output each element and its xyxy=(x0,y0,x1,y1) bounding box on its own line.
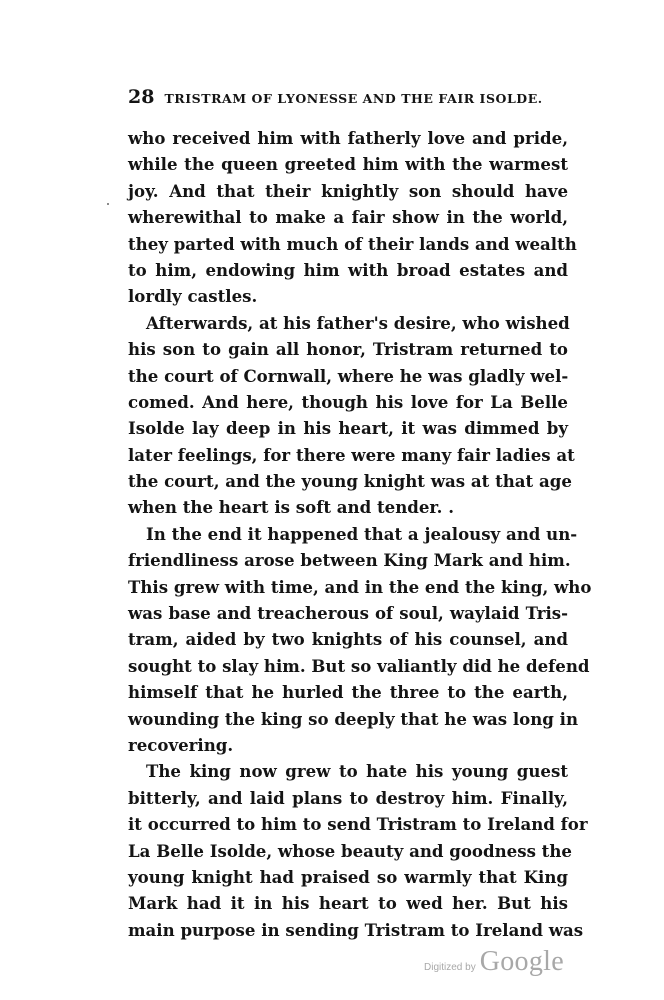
print-speck xyxy=(107,203,109,205)
text-line: La Belle Isolde, whose beauty and goodness the xyxy=(128,840,572,861)
text-line: sought to slay him. But so valiantly did he defend xyxy=(128,655,590,676)
text-line: it occurred to him to send Tristram to Ireland for xyxy=(128,814,588,835)
digitized-watermark xyxy=(424,946,564,978)
text-line: Mark had it in his heart to wed her. But his xyxy=(128,893,568,914)
text-line: who received him with fatherly love and pride, xyxy=(128,128,568,148)
google-logo: Google xyxy=(479,946,564,977)
paragraph xyxy=(128,310,575,521)
text-line: the court, and the young knight was at that age xyxy=(128,471,572,492)
text-line: tram, aided by two knights of his counsel, and xyxy=(128,629,568,650)
text-line: young knight had praised so warmly that King xyxy=(128,866,568,887)
text-line: joy. And that their knightly son should have xyxy=(128,180,568,201)
text-line: friendliness arose between King Mark and him. xyxy=(128,550,571,571)
running-title: TRISTRAM OF LYONESSE AND THE FAIR ISOLDE. xyxy=(164,91,543,106)
paragraph xyxy=(128,521,592,759)
text-line: was base and treacherous of soul, waylaid Tris- xyxy=(128,603,568,624)
text-line: The king now grew to hate his young guest xyxy=(146,761,568,782)
text-line: his son to gain all honor, Tristram returned to xyxy=(128,339,568,360)
paragraph xyxy=(128,758,588,943)
text-line: This grew with time, and in the end the king, who xyxy=(128,576,592,597)
page-number: 28 xyxy=(128,86,155,108)
text-line: himself that he hurled the three to the earth, xyxy=(128,682,568,703)
text-line: the court of Cornwall, where he was gladly wel- xyxy=(128,365,569,386)
text-line: main purpose in sending Tristram to Ireland was xyxy=(128,919,584,940)
running-header xyxy=(128,86,568,112)
text-line: comed. And here, though his love for La Belle xyxy=(128,391,568,412)
text-line: they parted with much of their lands and wealth xyxy=(128,233,577,254)
text-line: wounding the king so deeply that he was long in xyxy=(128,708,579,729)
body-text xyxy=(128,125,592,943)
text-line: wherewithal to make a fair show in the world, xyxy=(128,207,568,228)
text-line: to him, endowing him with broad estates and xyxy=(128,259,568,280)
text-line: when the heart is soft and tender. . xyxy=(128,497,454,518)
paragraph xyxy=(128,125,577,310)
text-line: In the end it happened that a jealousy and un- xyxy=(146,523,578,544)
text-line: Afterwards, at his father's desire, who wished xyxy=(146,312,570,333)
text-line: Isolde lay deep in his heart, it was dimmed by xyxy=(128,418,568,439)
text-line: later feelings, for there were many fair ladies at xyxy=(128,444,575,465)
text-line: while the queen greeted him with the warmest xyxy=(128,154,568,175)
text-line: recovering. xyxy=(128,734,234,755)
text-line: bitterly, and laid plans to destroy him. Finally, xyxy=(128,787,568,808)
text-line: lordly castles. xyxy=(128,286,258,307)
watermark-prefix: Digitized by xyxy=(424,962,476,973)
